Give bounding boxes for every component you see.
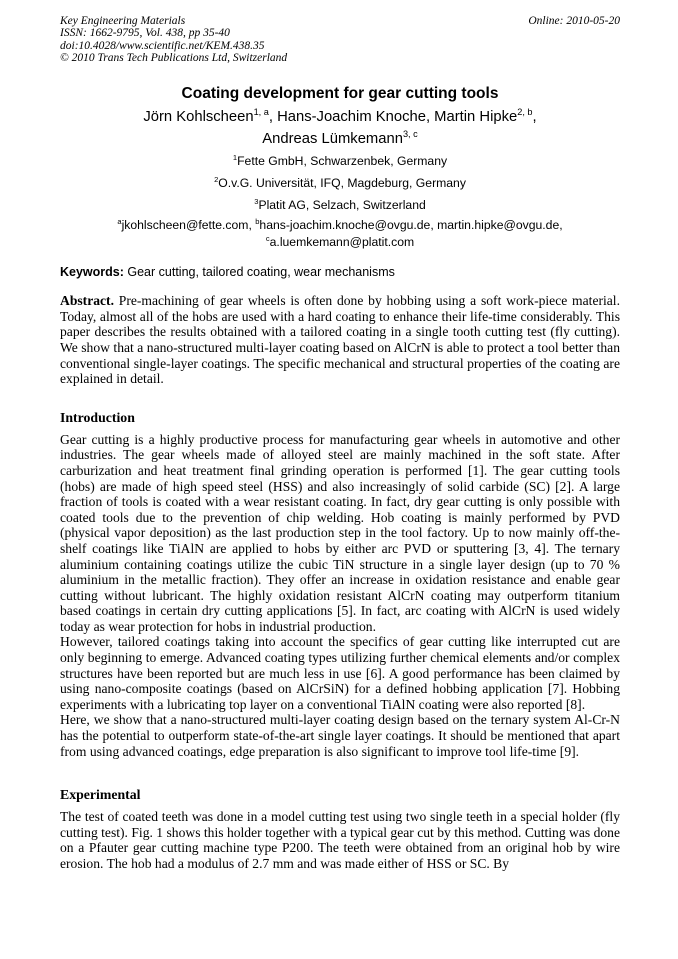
affiliation-superscript: 1	[232, 153, 238, 163]
section-heading-introduction: Introduction	[60, 409, 135, 425]
keywords-label: Keywords:	[60, 265, 124, 280]
affiliation-text: O.v.G. Universität, IFQ, Magdeburg, Germany	[218, 176, 466, 191]
paper-title: Coating development for gear cutting tools	[181, 85, 499, 103]
author-superscript: 1, a	[253, 107, 269, 118]
email-text: hans-joachim.knoche@ovgu.de, martin.hipke@ovgu.de,	[259, 218, 563, 233]
keywords-line	[60, 264, 620, 280]
author-superscript: 3, c	[402, 129, 418, 140]
introduction-paragraph-3: Here, we show that a nano-structured multi-layer coating design based on the ternary system Al-Cr-N has the potential to outperform state-of-the-art single layer coatings. It should be mentioned that apart from using advanced coatings, edge preparation is also significant to improve tool life-time [9].	[60, 712, 620, 759]
section-heading-experimental: Experimental	[60, 787, 141, 803]
authors-line	[60, 106, 620, 150]
email-superscript: c	[265, 234, 270, 244]
affiliation-text: Fette GmbH, Schwarzenbek, Germany	[237, 154, 448, 169]
email-text: jkohlscheen@fette.com,	[121, 218, 256, 233]
introduction-paragraph-1: Gear cutting is a highly productive process for manufacturing gear wheels in automotive and other industries. The gear wheels made of alloyed steel are mainly machined in the soft state. After carburization and heat treatment final grinding operation is performed [1]. The gear cutting tools (hobs) are made of high speed steel (HSS) and also increasingly of solid carbide (SC) [2]. A large fraction of tools is coated with a wear resistant coating. In fact, dry gear cutting is only possible with coated tools due to the prevention of chip welding. Hob coating is mainly performed by PVD (physical vapor deposition) as the last production step in the tool factory. Up to now mainly off-the-shelf coatings like TiAlN are applied to hobs by either arc PVD or sputtering [3, 4]. The ternary aluminium containing coatings utilize the cubic TiN structure in a single layer design (up to 70 % aluminium in the metallic fraction). They offer an increase in oxidation resistance and enable gear cutting without lubricant. The highly oxidation resistant AlCrN coating may outperform titanium based coatings in certain dry cutting applications [5]. In fact, arc coating with AlCrN is used widely today as wear protection for hobs in industrial production.	[60, 431, 620, 634]
publication-header	[60, 15, 620, 64]
affiliation-line	[60, 172, 620, 194]
publication-info	[60, 15, 287, 64]
affiliation-line	[60, 194, 620, 216]
online-date: Online: 2010-05-20	[528, 15, 620, 27]
author-name: Jörn Kohlscheen	[143, 109, 254, 126]
email-lines	[60, 217, 620, 251]
journal-name: Key Engineering Materials	[60, 15, 186, 27]
affiliations	[60, 150, 620, 216]
issn-line: ISSN: 1662-9795, Vol. 438, pp 35-40	[60, 27, 230, 40]
email-text: a.luemkemann@platit.com	[269, 235, 415, 250]
author-superscript: 2, b	[517, 107, 533, 118]
affiliation-text: Platit AG, Selzach, Switzerland	[258, 198, 426, 213]
affiliation-line	[60, 150, 620, 172]
introduction-paragraph-2: However, tailored coatings taking into account the specifics of gear cutting like interrupted cut are only beginning to emerge. Advanced coating types utilizing further chemical elements and/or complex structures have been reported but are much less in use [6]. A good performance has been claimed by using nano-composite coatings (based on AlCrSiN) for a defined hobbing application [7]. Hobbing experiments with a lubricating top layer on a conventional TiAlN coating were also reported [8].	[60, 634, 620, 712]
author-name: Andreas Lümkemann	[262, 131, 403, 148]
abstract-paragraph	[60, 293, 620, 387]
keywords-text: Gear cutting, tailored coating, wear mechanisms	[123, 265, 395, 280]
copyright-line: © 2010 Trans Tech Publications Ltd, Switzerland	[60, 51, 288, 64]
affiliation-superscript: 3	[254, 197, 259, 207]
author-names: , Hans-Joachim Knoche, Martin Hipke	[268, 109, 518, 126]
abstract-label: Abstract.	[60, 293, 114, 309]
email-superscript: a	[117, 217, 122, 227]
abstract-text: Pre-machining of gear wheels is often done by hobbing using a soft work-piece material. Today, almost all of the hobs are used with a hard coating to enhance their life-time considerably. This paper describes the results obtained with a tailored coating in a single tooth cutting test (fly cutting). We show that a nano-structured multi-layer coating based on AlCrN is able to protect a tool better than conventional single-layer coatings. The specific mechanical and structural properties of the coating are explained in detail.	[60, 293, 620, 387]
experimental-paragraph-1: The test of coated teeth was done in a model cutting test using two single teeth in a special holder (fly cutting test). Fig. 1 shows this holder together with a typical gear cut by this method. Cutting was done on a Pfauter gear cutting machine type P200. The teeth were obtained from an original hob by wire erosion. The hob had a modulus of 2.7 mm and was made either of HSS or SC. By	[60, 809, 620, 871]
doi-line: doi:10.4028/www.scientific.net/KEM.438.35	[60, 39, 265, 52]
email-superscript: b	[255, 217, 260, 227]
author-separator: ,	[532, 109, 537, 126]
affiliation-superscript: 2	[214, 175, 219, 185]
